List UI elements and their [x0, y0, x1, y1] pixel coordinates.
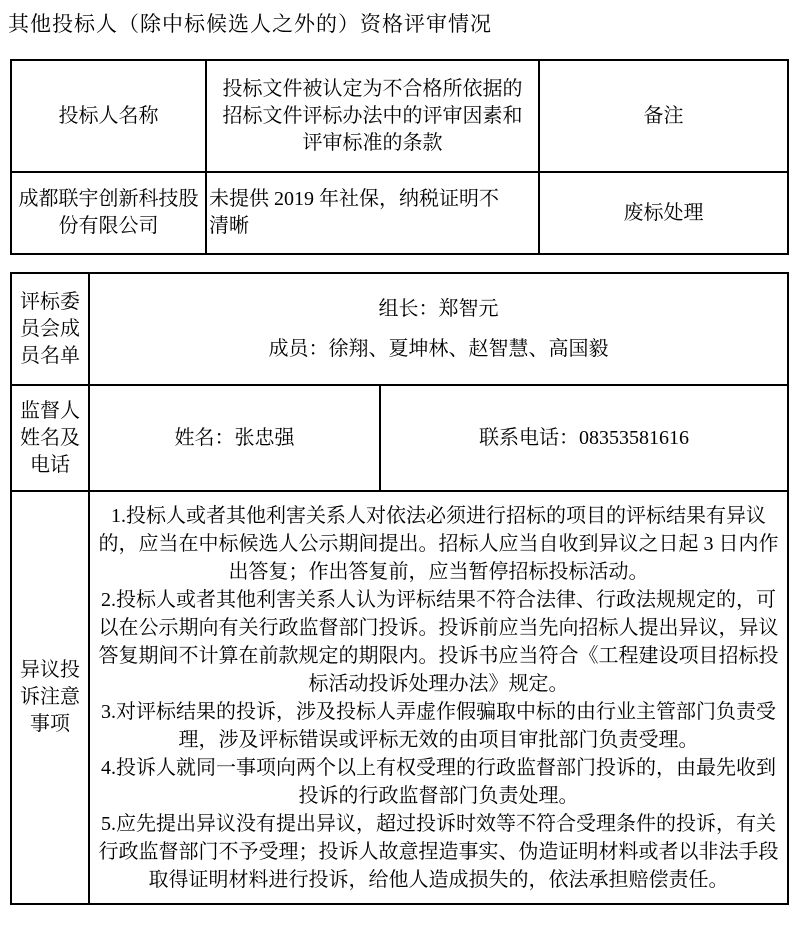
supervisor-row — [11, 385, 788, 491]
supervisor-phone-cell: 联系电话：08353581616 — [380, 385, 788, 491]
supervisor-name-cell: 姓名：张忠强 — [89, 385, 380, 491]
remark-header: 备注 — [539, 60, 788, 172]
notice-item: 4.投诉人就同一事项向两个以上有权受理的行政监督部门投诉的，由最先收到投诉的行政监督部门负责处理。 — [101, 756, 776, 807]
committee-members-cell — [89, 273, 788, 385]
notice-label: 异议投诉注意事项 — [11, 491, 89, 904]
rejected-bidder-row — [11, 172, 788, 254]
committee-row — [11, 273, 788, 385]
committee-members: 成员：徐翔、夏坤林、赵智慧、高国毅 — [268, 338, 609, 360]
committee-label: 评标委员会成员名单 — [11, 273, 89, 385]
committee-leader: 组长：郑智元 — [378, 298, 499, 320]
rejected-bidders-table — [10, 59, 789, 255]
notice-item: 1.投标人或者其他利害关系人对依法必须进行招标的项目的评标结果有异议的，应当在中标候选人公示期间提出。招标人应当自收到异议之日起 3 日内作出答复；作出答复前，应当暂停招标投标活动。 — [98, 504, 779, 583]
remark-cell: 废标处理 — [539, 172, 788, 254]
supervisor-label: 监督人姓名及电话 — [11, 385, 89, 491]
notice-items-cell — [89, 491, 788, 904]
notice-item: 5.应先提出异议没有提出异议，超过投诉时效等不符合受理条件的投诉，有关行政监督部门不予受理；投诉人故意捏造事实、伪造证明材料或者以非法手段取得证明材料进行投诉，给他人造成损失的，依法承担赔偿责任。 — [98, 812, 779, 891]
notice-row — [11, 491, 788, 904]
bidder-name-cell: 成都联宇创新科技股份有限公司 — [11, 172, 206, 254]
rejection-basis-header: 投标文件被认定为不合格所依据的招标文件评标办法中的评审因素和评审标准的条款 — [206, 60, 539, 172]
notice-item: 2.投标人或者其他利害关系人认为评标结果不符合法律、行政法规规定的，可以在公示期向有关行政监督部门投诉。投诉前应当先向招标人提出异议，异议答复期间不计算在前款规定的期限内。投诉书应当符合《工程建设项目招标投标活动投诉处理办法》规定。 — [98, 588, 779, 695]
rejection-basis-cell: 未提供 2019 年社保，纳税证明不清晰 — [206, 172, 539, 254]
evaluation-info-table — [10, 272, 789, 905]
notice-item: 3.对评标结果的投诉，涉及投标人弄虚作假骗取中标的由行业主管部门负责受理，涉及评标错误或评标无效的由项目审批部门负责受理。 — [101, 700, 776, 751]
rejected-bidders-header-row — [11, 60, 788, 172]
page-title: 其他投标人（除中标候选人之外的）资格评审情况 — [8, 12, 492, 36]
bidder-name-header: 投标人名称 — [11, 60, 206, 172]
